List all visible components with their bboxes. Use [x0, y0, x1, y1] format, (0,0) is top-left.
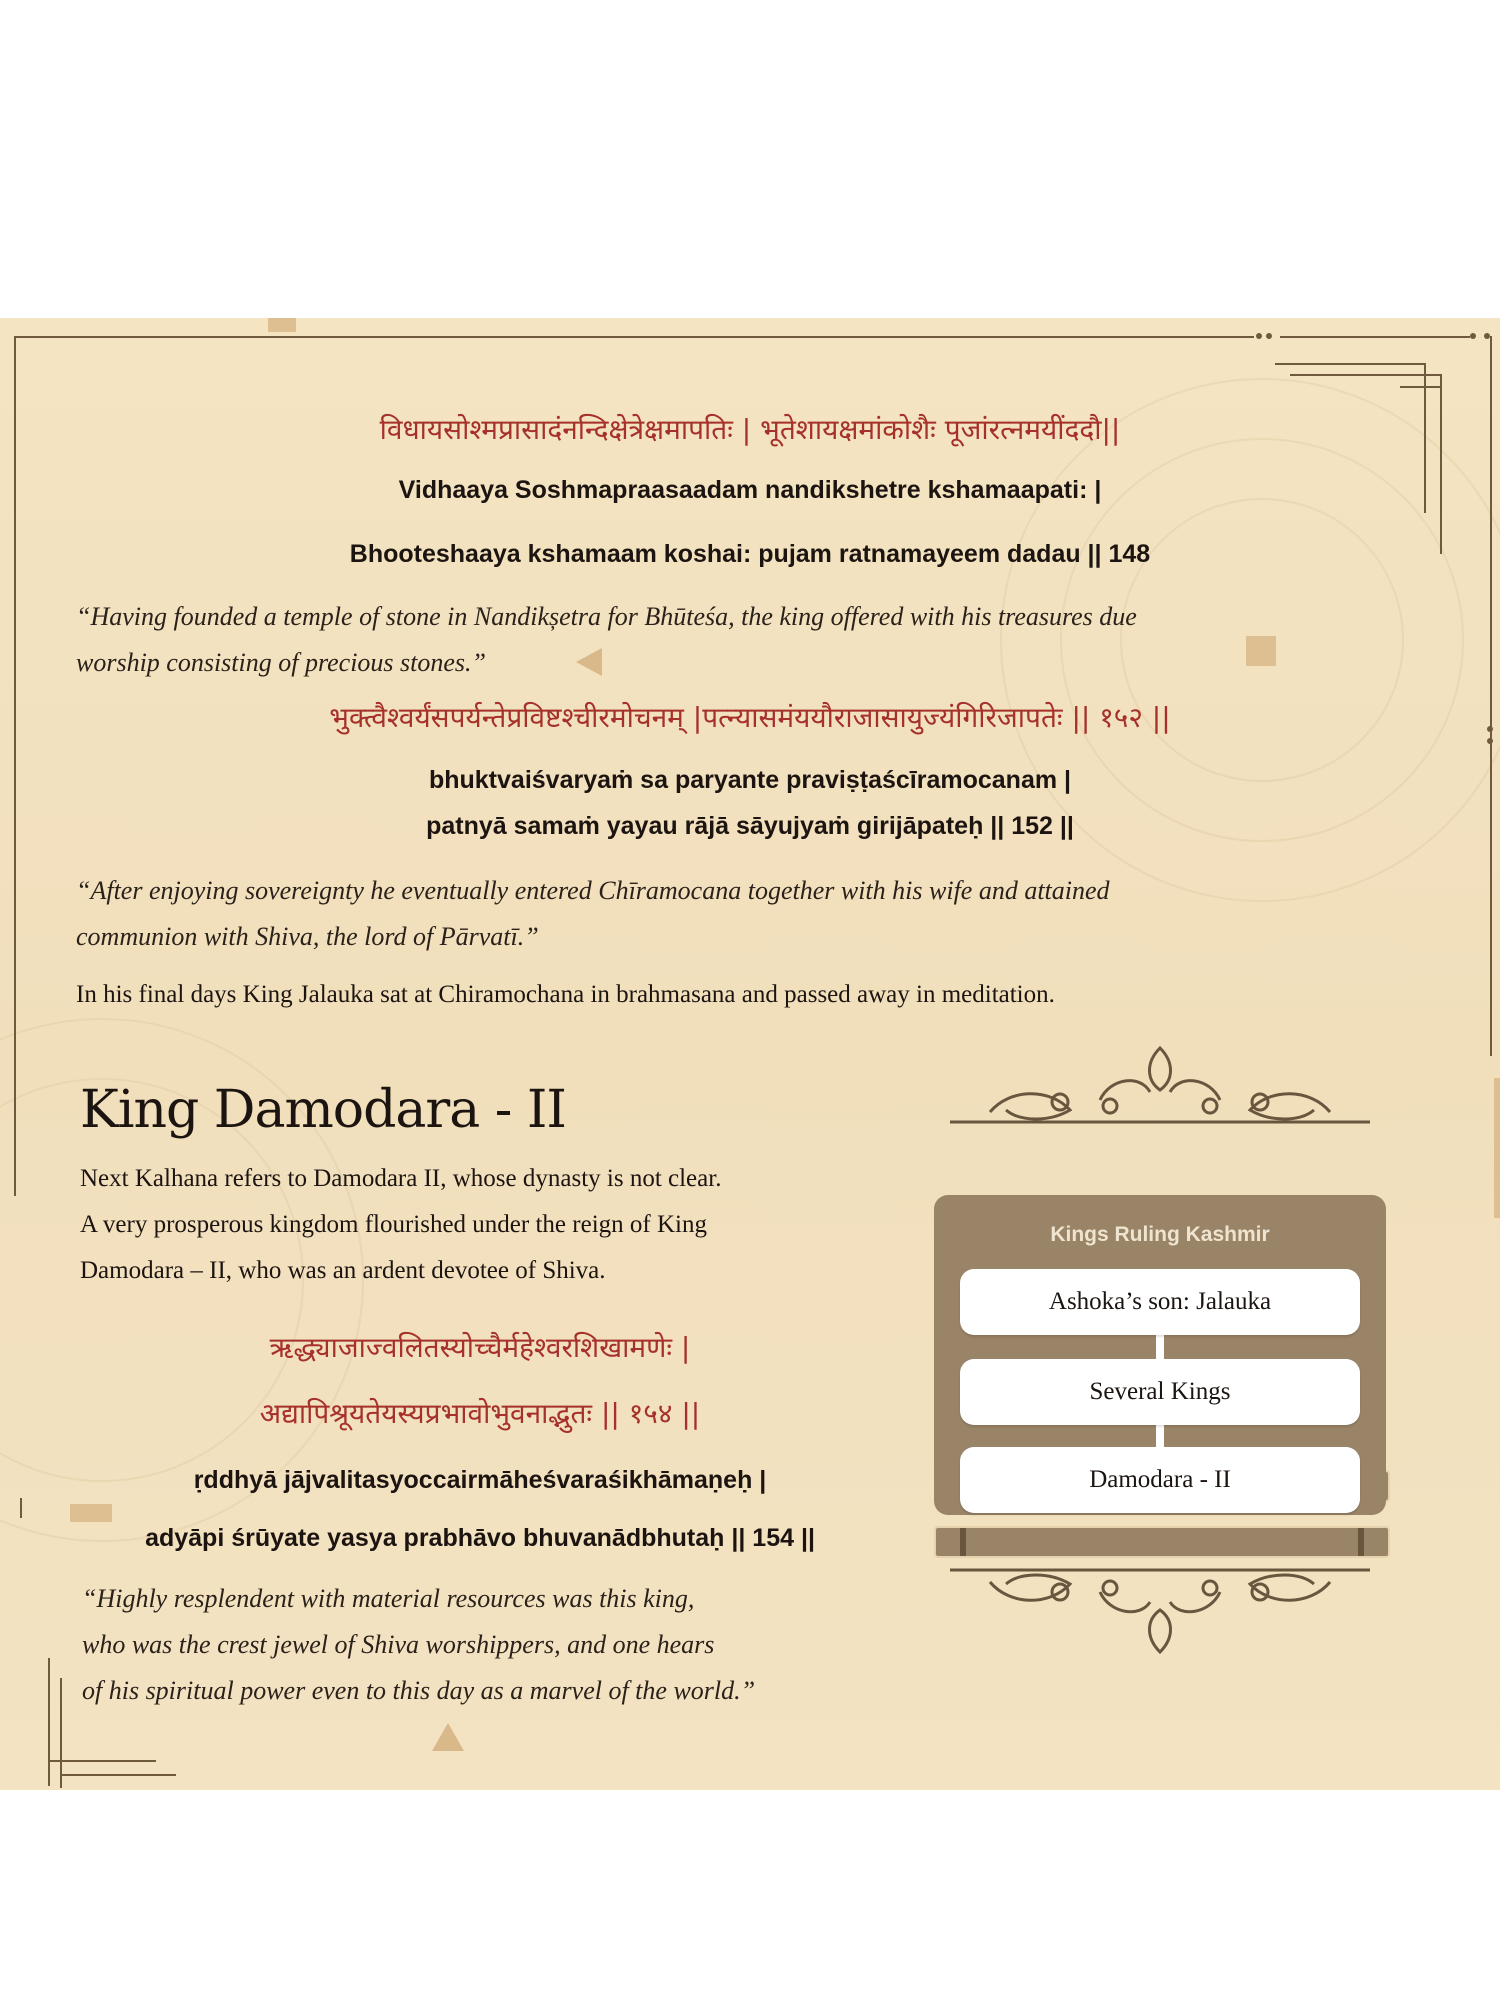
filigree-bottom-ornament	[950, 1562, 1370, 1662]
transliteration-152-line2: patnyā samaṁ yayau rājā sāyujyaṁ girijāpateḥ || 152 ||	[426, 812, 1074, 840]
book-page	[0, 318, 1500, 1790]
final-days-text: In his final days King Jalauka sat at Chiramochana in brahmasana and passed away in meditation.	[76, 981, 1055, 1008]
panel-title: Kings Ruling Kashmir	[1050, 1223, 1270, 1246]
intro-line-3: Damodara – II, who was an ardent devotee of Shiva.	[80, 1257, 606, 1284]
corner-bracket	[20, 1498, 22, 1518]
decor-triangle	[576, 648, 602, 676]
transliteration-148-line1: Vidhaaya Soshmapraasaadam nandikshetre kshamaapati: |	[398, 476, 1102, 504]
corner-bracket	[48, 1658, 50, 1786]
translation-148-line1: “Having founded a temple of stone in Nandikșetra for Bhūteśa, the king offered with his treasures due	[76, 602, 1137, 631]
corner-bracket	[1400, 386, 1440, 388]
transliteration-154-line1: ṛddhyā jājvalitasyoccairmāheśvaraśikhāmaṇeḥ |	[193, 1466, 767, 1494]
sanskrit-verse-154-line1: ऋद्ध्याजाज्वलितस्योच्चैर्महेश्वरशिखामणेः |	[269, 1331, 691, 1364]
frame-dot	[1470, 333, 1476, 339]
intro-line-1: Next Kalhana refers to Damodara II, whose dynasty is not clear.	[80, 1165, 722, 1192]
corner-bracket	[1275, 363, 1425, 365]
decor-square	[268, 318, 296, 332]
transliteration-148-line2: Bhooteshaaya kshamaam koshai: pujam ratnamayeem dadau || 148	[349, 540, 1151, 568]
sanskrit-verse-152: भुक्त्वैश्वर्यंसपर्यन्तेप्रविष्टश्चीरमोचनम् |पत्न्यासमंययौराजासायुज्यंगिरिजापतेः || १५२ ||	[329, 701, 1171, 734]
decor-square	[70, 1504, 112, 1522]
sanskrit-verse-148: विधायसोश्मप्रासादंनन्दिक्षेत्रेक्षमापतिः | भूतेशायक्षमांकोशैः पूजांरत्नमयींददौ||	[379, 413, 1121, 446]
filigree-top-ornament	[950, 1040, 1370, 1130]
sanskrit-verse-154-line2: अद्यापिश्रूयतेयस्यप्रभावोभुवनाद्भुतः || १५४ ||	[259, 1397, 701, 1430]
translation-154-line3: of his spiritual power even to this day as a marvel of the world.”	[82, 1676, 756, 1705]
translation-152-line2: communion with Shiva, the lord of Pārvatī.”	[76, 922, 539, 951]
translation-154-line2: who was the crest jewel of Shiva worshippers, and one hears	[82, 1630, 715, 1659]
scroll-end	[960, 1528, 966, 1556]
king-item-several-kings: Several Kings	[960, 1359, 1360, 1425]
king-item-jalauka: Ashoka’s son: Jalauka	[960, 1269, 1360, 1335]
scroll-end	[1358, 1528, 1364, 1556]
transliteration-152-line1: bhuktvaiśvaryaṁ sa paryante praviṣṭaścīramocanam |	[428, 766, 1072, 794]
corner-bracket	[60, 1678, 62, 1788]
intro-line-2: A very prosperous kingdom flourished under the reign of King	[80, 1211, 707, 1238]
frame-dot	[1266, 333, 1272, 339]
kings-panel	[934, 1195, 1386, 1515]
frame-top-right-line	[1280, 336, 1470, 338]
corner-bracket	[1290, 374, 1440, 376]
frame-dot	[1487, 738, 1493, 744]
corner-bracket	[60, 1774, 176, 1776]
translation-148-line2: worship consisting of precious stones.”	[76, 648, 487, 677]
section-heading: King Damodara - II	[80, 1080, 566, 1140]
corner-bracket	[1440, 374, 1442, 554]
transliteration-154-line2: adyāpi śrūyate yasya prabhāvo bhuvanādbhutaḥ || 154 ||	[145, 1524, 815, 1552]
scroll-bar-bottom	[934, 1526, 1390, 1558]
decor-square	[1494, 1078, 1500, 1218]
decor-square	[1246, 636, 1276, 666]
corner-bracket	[48, 1760, 156, 1762]
translation-154-line1: “Highly resplendent with material resources was this king,	[82, 1584, 695, 1613]
king-item-damodara-ii: Damodara - II	[960, 1447, 1360, 1513]
decor-triangle	[432, 1723, 464, 1751]
translation-152-line1: “After enjoying sovereignty he eventually entered Chīramocana together with his wife and attained	[76, 876, 1110, 905]
frame-dot	[1256, 333, 1262, 339]
frame-top-line	[14, 336, 1254, 338]
